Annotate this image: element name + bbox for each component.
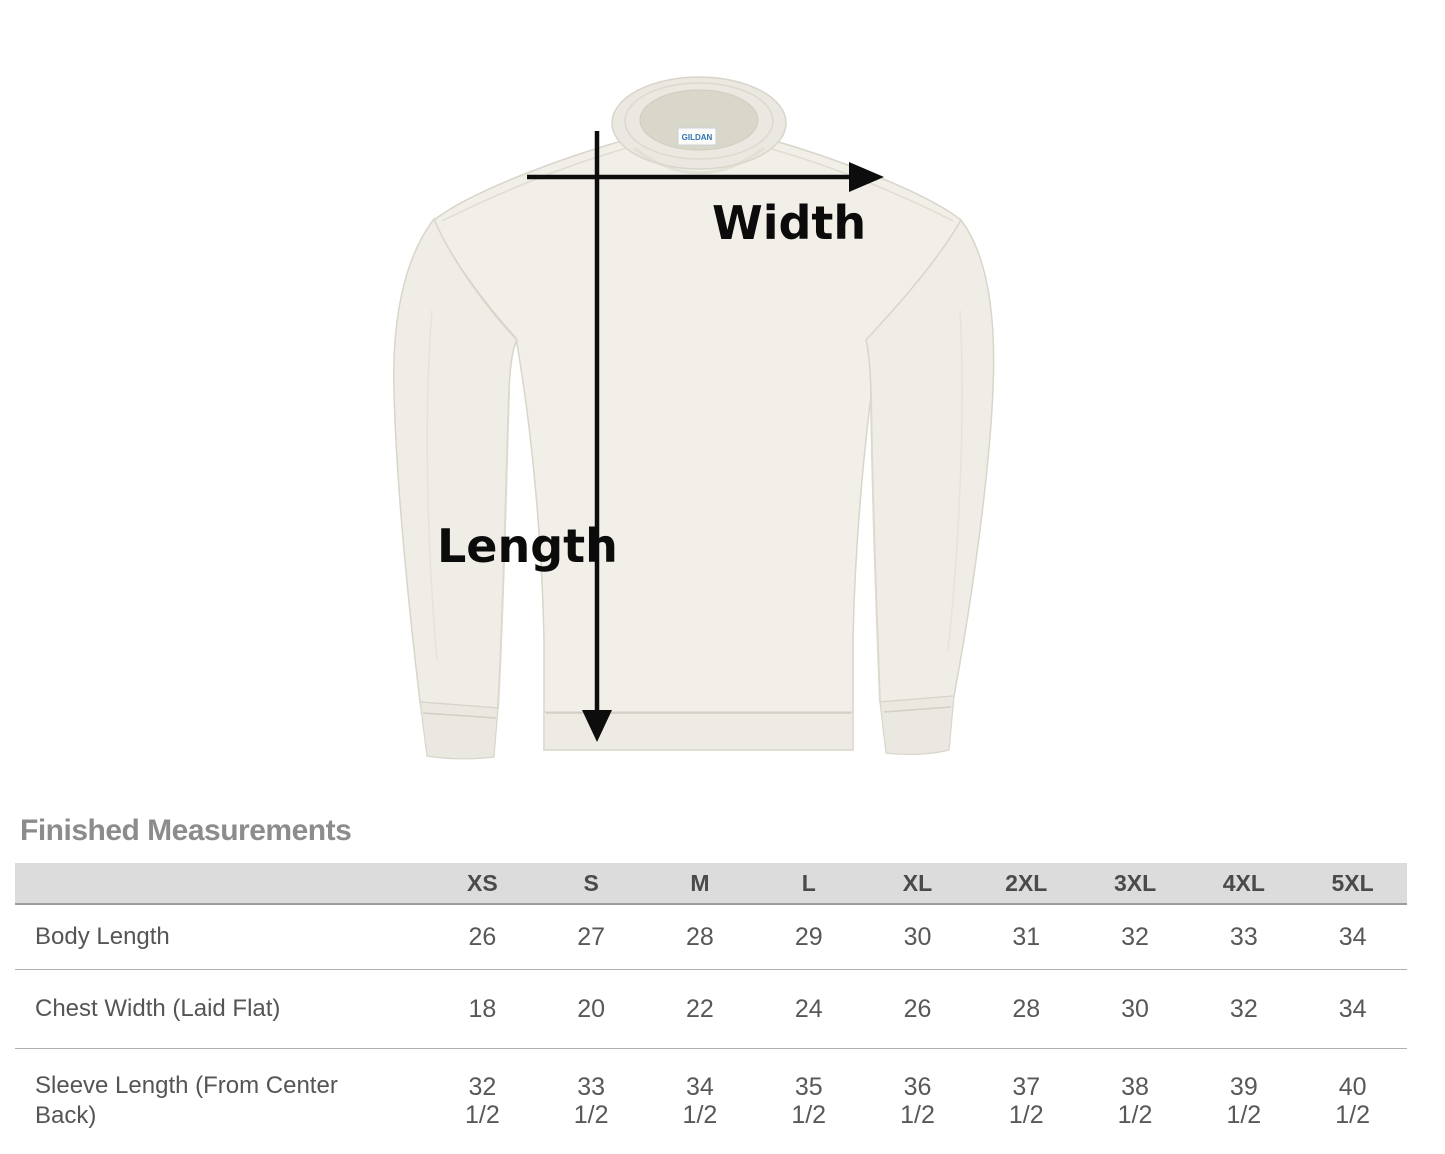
- size-column-header: L: [801, 869, 816, 896]
- size-table-body: [15, 905, 1407, 1153]
- size-table-header: [15, 863, 1407, 905]
- size-column-header: 3XL: [1113, 869, 1157, 896]
- neck-tag-text: GILDAN: [681, 133, 713, 142]
- size-column-header: XS: [467, 869, 498, 896]
- width-label: Width: [712, 196, 867, 250]
- row-label: Sleeve Length (From Center Back): [35, 1072, 338, 1129]
- measurement-cell: 30: [903, 923, 932, 951]
- size-column-header: 2XL: [1005, 869, 1048, 896]
- right-cuff: [880, 696, 954, 754]
- measurement-cell: 33 1/2: [573, 1073, 609, 1129]
- measurement-cell: 32: [1121, 923, 1149, 951]
- measurement-cell: 27: [577, 923, 606, 951]
- measurement-cell: 34: [1338, 923, 1367, 951]
- table-row: [15, 1049, 1407, 1153]
- measurement-cell: 24: [794, 995, 823, 1023]
- measurement-cell: 35 1/2: [791, 1073, 827, 1129]
- measurement-cell: 32: [1229, 995, 1258, 1023]
- measurement-cell: 34 1/2: [682, 1073, 718, 1129]
- length-label: Length: [437, 519, 618, 573]
- measurement-cell: 28: [686, 923, 714, 951]
- measurement-cell: 29: [794, 923, 823, 951]
- measurement-cell: 36 1/2: [900, 1073, 935, 1129]
- row-label: Chest Width (Laid Flat): [35, 995, 281, 1022]
- size-column-header: S: [583, 869, 599, 896]
- size-column-header: M: [690, 869, 710, 896]
- table-row: [15, 970, 1407, 1049]
- neck-tag: [678, 128, 716, 145]
- measurement-cell: 26: [468, 923, 497, 951]
- section-title: Finished Measurements: [20, 814, 352, 847]
- measurement-cell: 38 1/2: [1117, 1073, 1153, 1129]
- table-row: [15, 905, 1407, 970]
- measurement-cell: 20: [577, 995, 606, 1023]
- measurement-cell: 22: [686, 995, 714, 1023]
- measurement-cell: 37 1/2: [1008, 1073, 1044, 1129]
- measurement-cell: 32 1/2: [465, 1073, 500, 1129]
- size-column-header: XL: [902, 869, 933, 896]
- measurement-cell: 18: [468, 995, 497, 1023]
- measurement-cell: 33: [1229, 923, 1258, 951]
- left-cuff: [420, 702, 498, 759]
- size-column-header: 5XL: [1331, 869, 1374, 896]
- measurement-cell: 31: [1012, 923, 1041, 951]
- measurement-cell: 39 1/2: [1226, 1073, 1262, 1129]
- measurement-cell: 26: [903, 995, 932, 1023]
- size-column-header: 4XL: [1222, 869, 1265, 896]
- measurement-cell: 40 1/2: [1335, 1073, 1370, 1129]
- measurement-cell: 28: [1012, 995, 1041, 1023]
- row-label: Body Length: [35, 923, 170, 950]
- measurement-cell: 34: [1338, 995, 1367, 1023]
- finished-measurements-table: [15, 863, 1407, 1153]
- measurement-cell: 30: [1121, 995, 1149, 1023]
